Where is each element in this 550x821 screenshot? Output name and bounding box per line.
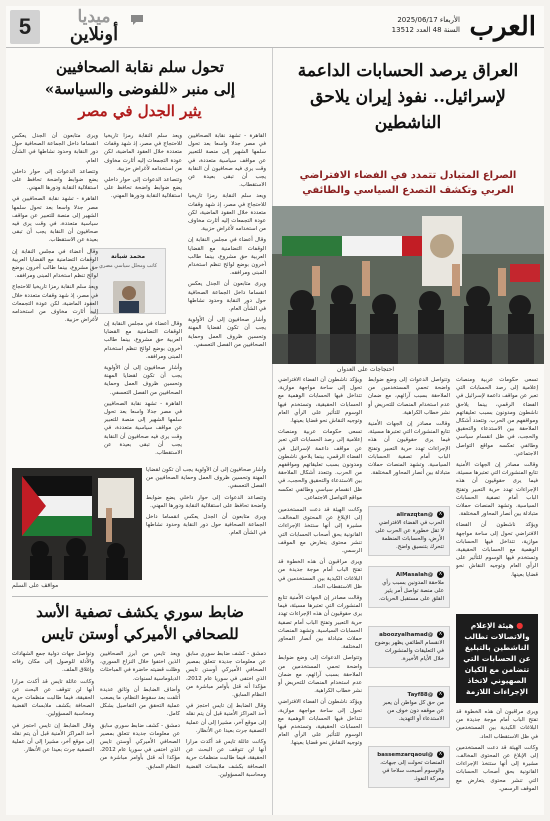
x-logo-icon: X [438,631,443,637]
iraq-headline: العراق يرصد الحسابات الداعمة لإسرائيل.. نفوذ إيران يلاحق الناشطين [297,61,519,133]
tweet-card [368,746,450,788]
x-logo-icon: X [438,751,443,757]
syrian-paragraph: وكانت عائلة تايس قد أكدت مرارا أنها لن تتوقف عن البحث عن الحقيقة، فيما طالبت منظمات حرية الصحافة بكشف ملابسات القضية ومحاسبة المسؤولين. [186,739,266,778]
issue-info [392,15,460,35]
syrian-paragraph: ويعد تايس من أبرز الصحافيين الذين اختفوا خلال النزاع السوري، وظلت قضيته حاضرة في المباحثات الدبلوماسية لسنوات. [100,651,180,682]
issue-date: الأربعاء 2025/06/17 [397,16,460,24]
x-logo-icon: X [438,511,443,517]
tweet-card [368,506,450,556]
iraq-body-col-3 [278,376,362,500]
syndicate-paragraph: وأشار صحافيون إلى أن الأولوية يجب أن تكون لقضايا المهنة وتحسين ظروف العمل وحماية الصحافيين من الفصل التعسفي. [146,467,266,490]
tweet-text: من حق كل مواطن أن يعبر عن موقفه دون خوف من الاستدعاء أو التهديد. [383,700,444,722]
iraq-paragraph: وكانت الهيئة قد دعت المستخدمين إلى الإبلاغ عن المحتوى المخالف، مشيرة إلى أنها ستتخذ الإجراءات القانونية بحق أصحاب الحسابات التي تنشر محتوى يتعارض مع الموقف الرسمي. [456,744,538,792]
author-box [90,248,166,314]
masthead [6,6,544,48]
tweet-card [368,686,450,728]
iraq-paragraph: ويرى مراقبون أن هذه الخطوة قد تفتح الباب أمام موجة جديدة من البلاغات الكيدية بين المستخدمين في ظل الاستقطاب الحاد. [456,709,538,740]
syndicate-paragraph: وأشار صحافيون إلى أن الأولوية يجب أن تكون لقضايا المهنة وتحسين ظروف العمل وحماية الصحافيين من الفصل التعسفي. [104,365,182,396]
tweet-text: المنصات تحولت إلى جبهات، والوسوم أصبحت سلاحا في معركة النفوذ. [380,760,444,782]
tweet-handle: @alirazqtan [396,512,434,518]
iraq-paragraph: ويؤكد ناشطون أن الفضاء الافتراضي تحول إلى ساحة مواجهة موازية، تتداخل فيها الحسابات الوهمية مع الحسابات الحقيقية، وتستخدم فيها الوسوم للتأثير على الرأي العام وتوجيه النقاش نحو قضايا بعينها. [456,522,538,578]
speech-bubble-icon [130,14,144,29]
syrian-headline-line-1: ضابط سوري يكشف تصفية الأسد [36,603,244,621]
newspaper-page [6,6,544,815]
syndicate-headline-line-1: تحول سلم نقابة الصحافيين [56,58,224,76]
syrian-paragraph: وقال الضابط إن تايس احتجز في أحد المراكز الأمنية قبل أن يتم نقله إلى موقع آخر، مشيرا إلى أن عملية التصفية جرت بعيدا عن الأنظار. [12,722,94,754]
syrian-paragraph: دمشق - كشف ضابط سوري سابق عن معلومات جديدة تتعلق بمصير الصحافي الأميركي أوستن تايس الذي اختفى في سوريا عام 2012، مؤكدا أنه قتل بأوامر مباشرة من النظام السابق. [100,722,180,770]
syrian-paragraph: وكانت عائلة تايس قد أكدت مرارا أنها لن تتوقف عن البحث عن الحقيقة، فيما طالبت منظمات حرية الصحافة بكشف ملابسات القضية ومحاسبة المسؤولين. [12,678,94,718]
syrian-paragraph: وأضاف الضابط أن وثائق عديدة أتلفت بعد سقوط النظام، ما يصعب عملية التحقق من التفاصيل بشكل كامل. [100,686,180,718]
iraq-subheadline: الصراع المتبادل تتمدد في الفضاء الافتراضي العربي وتكشف التصدع السياسي والطائفي [299,170,517,196]
syndicate-body-col-4 [12,132,98,460]
syrian-paragraph: وتواصل جهات دولية جمع الشهادات والأدلة للوصول إلى مكان رفاته وإغلاق الملف. [12,651,94,674]
syndicate-body-col-1 [188,132,266,460]
syndicate-headline [12,56,268,122]
protest-photo [272,206,544,364]
iraq-paragraph: ويرى مراقبون أن هذه الخطوة قد تفتح الباب أمام موجة جديدة من البلاغات الكيدية بين المستخدمين في ظل الاستقطاب الحاد. [278,559,362,590]
tweet-handle: @AlMasalah [395,572,434,578]
syrian-body-col-1 [186,650,266,810]
tweet-text: الحرب في الفضاء الافتراضي لا تقل خطورة عن الحرب على الأرض، والحسابات المنظمة تتحرك بتنسيق واضح. [375,520,444,550]
syndicate-paragraph: ويرى متابعون أن الجدل يعكس انقساما داخل الجماعة الصحافية حول دور النقابة وحدود نشاطها في الشأن العام. [12,133,98,164]
syndicate-body-col-2 [104,132,182,242]
syndicate-paragraph: ويرى متابعون أن الجدل يعكس انقساما داخل الجماعة الصحافية حول دور النقابة وحدود نشاطها في الشأن العام. [146,514,266,537]
tweet-text: الانقسام الطائفي يظهر بوضوح في التعليقات والمنشورات خلال الأيام الأخيرة. [374,640,444,662]
syndicate-body-col-3 [104,320,182,460]
section-title-line-2: أونلاين [69,24,119,45]
iraq-paragraph: وتتواصل الدعوات إلى وضع ضوابط واضحة تحمي المستخدمين من الملاحقة بسبب آرائهم، مع ضمان عدم استخدام المنصات للتحريض أو نشر خطاب الكراهية. [278,655,362,695]
syndicate-paragraph: ويعد سلم النقابة رمزا تاريخيا للاحتجاج في مصر، إذ شهد وقفات متعددة خلال العقود الماضية، لكن عودة التجمعات إليه أثارت مخاوف من استخدامه لأغراض حزبية. [188,193,266,233]
iraq-body-col-5 [456,708,538,808]
newspaper-logo: العرب [469,12,536,42]
syndicate-paragraph: وتتصاعد الدعوات إلى حوار داخلي يضع ضوابط واضحة تحافظ على استقلالية النقابة ودورها المهني. [104,177,182,200]
iraq-body-col-2 [368,376,450,500]
syrian-paragraph: دمشق - كشف ضابط سوري سابق عن معلومات جديدة تتعلق بمصير الصحافي الأميركي أوستن تايس الذي اختفى في سوريا عام 2012، مؤكدا أنه قتل بأوامر مباشرة من النظام السابق. [186,651,266,699]
x-logo-icon: X [438,691,443,697]
syndicate-paragraph: وقال أعضاء في مجلس النقابة إن الوقفات التضامنية مع القضايا العربية حق مشروع، بينما طالب آخرون بوضع لوائح تنظم استخدام المبنى ومرافقه. [188,237,266,277]
iraq-article [272,48,544,815]
iraq-paragraph: تسعى حكومات عربية ومنصات إعلامية إلى رصد الحسابات التي تعبر عن مواقف داعمة لإسرائيل في الفضاء الرقمي، بينما يلاحق ناشطون ومدونون بسبب تعليقاتهم ومواقفهم من الحرب. وتتعدد أشكال الملاحقة بين الاستدعاء والتحقيق والحجب، في ظل انقسام سياسي وطائفي تعكسه مواقع التواصل الاجتماعي. [278,429,362,500]
syndicate-paragraph: ويعد سلم النقابة رمزا تاريخيا للاحتجاج في مصر، إذ شهد وقفات متعددة خلال العقود الماضية، لكن عودة التجمعات إليه أثارت مخاوف من استخدامه لأغراض حزبية. [104,133,182,172]
syrian-headline-line-2: للصحافي الأميركي أوستن تايس [41,625,239,643]
syrian-paragraph: وقال الضابط إن تايس احتجز في أحد المراكز الأمنية قبل أن يتم نقله إلى موقع آخر، مشيرا إلى أن عملية التصفية جرت بعيدا عن الأنظار. [186,703,266,734]
syndicate-stairs-photo [12,468,142,580]
issue-number: السنة 48 العدد 13512 [391,26,460,34]
syndicate-paragraph: وأشار صحافيون إلى أن الأولوية يجب أن تكون لقضايا المهنة وتحسين ظروف العمل وحماية الصحافيين من الفصل التعسفي. [188,317,266,348]
syndicate-paragraph: وتتصاعد الدعوات إلى حوار داخلي يضع ضوابط واضحة تحافظ على استقلالية النقابة ودورها المهني. [12,168,98,192]
syndicate-paragraph: وقال أعضاء في مجلس النقابة إن الوقفات التضامنية مع القضايا العربية حق مشروع، بينما طالب آخرون بوضع لوائح تنظم استخدام المبنى ومرافقه. [104,321,182,360]
iraq-paragraph: وقالت مصادر إن الجهات الأمنية تتابع المنشورات التي تعتبرها مسيئة، فيما يرى حقوقيون أن هذه الإجراءات تهدد حرية التعبير وتفتح الباب أمام تصفية الحسابات السياسية. وتشهد المنصات حملات متبادلة بين أنصار المحاور المختلفة. [278,595,362,651]
section-title [48,8,140,44]
tweet-text: ملاحقة المدونين بسبب رأي على منصة تواصل أمر يثير القلق على مستقبل الحريات. [378,580,444,602]
page-number: 5 [10,10,40,44]
author-name: محمد شبانة [110,253,146,260]
iraq-paragraph: ويؤكد ناشطون أن الفضاء الافتراضي تحول إلى ساحة مواجهة موازية، تتداخل فيها الحسابات الوهمية مع الحسابات الحقيقية، وتستخدم فيها الوسوم للتأثير على الرأي العام وتوجيه النقاش نحو قضايا بعينها. [278,699,362,747]
syndicate-headline-line-2: إلى منبر «للفوضى والسياسة» [44,80,236,98]
iraq-paragraph: وكانت الهيئة قد دعت المستخدمين إلى الإبلاغ عن المحتوى المخالف، مشيرة إلى أنها ستتخذ الإجراءات القانونية بحق أصحاب الحسابات التي تنشر محتوى يتعارض مع الموقف الرسمي. [278,507,362,555]
syndicate-paragraph: القاهرة - تشهد نقابة الصحافيين في مصر جدلا واسعا بعد تحول سلمها الشهير إلى منصة للتعبير عن مواقف سياسية متعددة، في وقت يرى فيه صحافيون أن النقابة يجب أن تبقى بعيدة عن الاستقطاب. [104,400,182,457]
x-logo-icon: X [438,571,443,577]
iraq-paragraph: وتتواصل الدعوات إلى وضع ضوابط واضحة تحمي المستخدمين من الملاحقة بسبب آرائهم، مع ضمان عدم استخدام المنصات للتحريض أو نشر خطاب الكراهية. [368,377,450,416]
iraq-paragraph: ويؤكد ناشطون أن الفضاء الافتراضي تحول إلى ساحة مواجهة موازية، تتداخل فيها الحسابات الوهمية مع الحسابات الحقيقية، وتستخدم فيها الوسوم للتأثير على الرأي العام وتوجيه النقاش نحو قضايا بعينها. [278,377,362,425]
syndicate-photo-caption: مواقف على السلم [12,582,59,589]
author-title: كاتب ومحلل سياسي مصري [98,263,157,269]
left-articles [6,48,272,815]
syndicate-paragraph: وتتصاعد الدعوات إلى حوار داخلي يضع ضوابط واضحة تحافظ على استقلالية النقابة ودورها المهني. [146,494,266,509]
author-photo [113,281,145,313]
tweet-card [368,626,450,668]
syndicate-body-col-5 [146,466,266,590]
iraq-paragraph: وقالت مصادر إن الجهات الأمنية تتابع المنشورات التي تعتبرها مسيئة، فيما يرى حقوقيون أن هذه الإجراءات تهدد حرية التعبير وتفتح الباب أمام تصفية الحسابات السياسية. وتشهد المنصات حملات متبادلة بين أنصار المحاور المختلفة. [368,421,450,477]
syndicate-paragraph: القاهرة - تشهد نقابة الصحافيين في مصر جدلا واسعا بعد تحول سلمها الشهير إلى منصة للتعبير عن مواقف سياسية متعددة، في وقت يرى فيه صحافيون أن النقابة يجب أن تبقى بعيدة عن الاستقطاب. [12,196,98,244]
syndicate-paragraph: ويعد سلم النقابة رمزا تاريخيا للاحتجاج في مصر، إذ شهد وقفات متعددة خلال العقود الماضية، لكن عودة التجمعات إليه أثارت مخاوف من استخدامه لأغراض حزبية. [12,284,98,324]
section-title-line-1: ميديا [77,7,111,27]
bullet-icon: ● [516,621,524,630]
syrian-body-col-2 [100,650,180,810]
syndicate-paragraph: ويرى متابعون أن الجدل يعكس انقساما داخل الجماعة الصحافية حول دور النقابة وحدود نشاطها في الشأن العام. [188,281,266,313]
iraq-body-col-1 [456,376,538,608]
tweet-handle: @Tayf88 [407,692,434,698]
highlight-callout [456,614,538,703]
tweet-card [368,566,450,608]
tweet-handle: @aboozyalhamad [379,632,434,638]
iraq-paragraph: وقالت مصادر إن الجهات الأمنية تتابع المنشورات التي تعتبرها مسيئة، فيما يرى حقوقيون أن هذه الإجراءات تهدد حرية التعبير وتفتح الباب أمام تصفية الحسابات السياسية. وتشهد المنصات حملات متبادلة بين أنصار المحاور المختلفة. [456,462,538,518]
syndicate-paragraph: القاهرة - تشهد نقابة الصحافيين في مصر جدلا واسعا بعد تحول سلمها الشهير إلى منصة للتعبير عن مواقف سياسية متعددة، في وقت يرى فيه صحافيون أن النقابة يجب أن تبقى بعيدة عن الاستقطاب. [188,133,266,189]
syrian-headline [12,601,268,645]
callout-text: هيئة الإعلام والاتصالات تطالب الناشطين بالتبليغ عن الحسابات التي تتضامن مع الكيان الصهيوني لاتخاذ الإجراءات اللازمة [463,621,531,696]
section-divider [12,596,268,597]
tweet-handle: @bassemzarqaoui [377,752,434,758]
iraq-paragraph: تسعى حكومات عربية ومنصات إعلامية إلى رصد الحسابات التي تعبر عن مواقف داعمة لإسرائيل في الفضاء الرقمي، بينما يلاحق ناشطون ومدونون بسبب تعليقاتهم ومواقفهم من الحرب. وتتعدد أشكال الملاحقة بين الاستدعاء والتحقيق والحجب، في ظل انقسام سياسي وطائفي تعكسه مواقع التواصل الاجتماعي. [456,377,538,457]
syndicate-paragraph: وقال أعضاء في مجلس النقابة إن الوقفات التضامنية مع القضايا العربية حق مشروع، بينما طالب آخرون بوضع لوائح تنظم استخدام المبنى ومرافقه. [12,248,98,280]
syrian-body-col-3 [12,650,94,810]
iraq-body-col-4 [278,506,362,806]
syndicate-headline-line-3: يثير الجدل في مصر [78,102,202,120]
protest-photo-caption: احتجاجات على العدوان [337,366,394,373]
